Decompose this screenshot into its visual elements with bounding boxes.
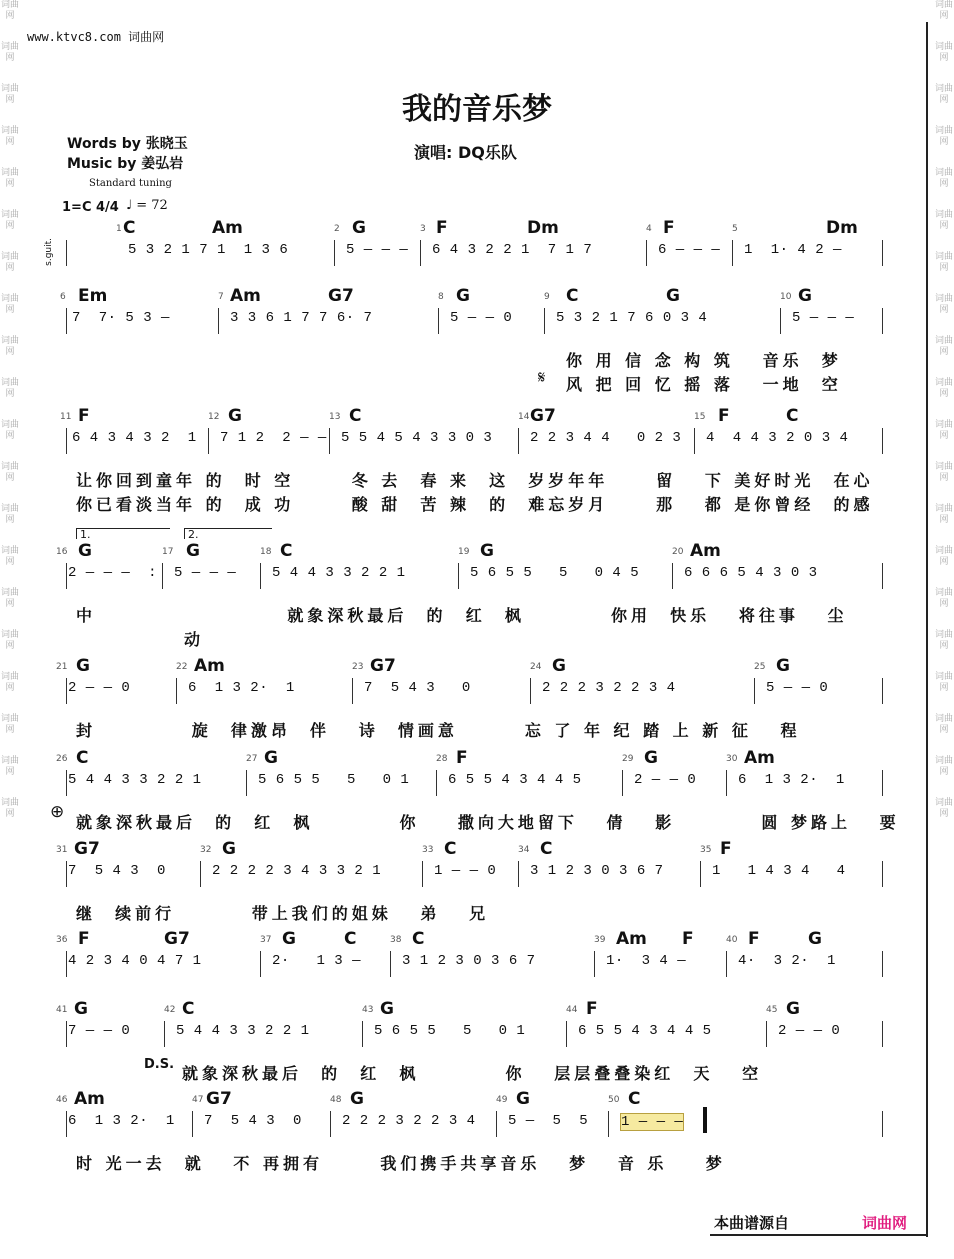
chord-symbol: F [720, 839, 732, 859]
song-title: 我的音乐梦 [402, 92, 552, 127]
jianpu-notes: 6 6 6 5 4 3 0 3 [684, 565, 818, 581]
chord-symbol: G [456, 286, 470, 306]
chord-symbol: C [123, 218, 136, 238]
lyric-line: 你 用 信 念 构 筑 音乐 梦 [566, 351, 842, 370]
chord-symbol: G [186, 541, 200, 561]
jianpu-notes: 1 — — 0 [434, 863, 497, 879]
barline [436, 770, 437, 796]
jianpu-notes: 7 5 4 3 0 [68, 863, 166, 879]
jianpu-notes: 5 6 5 5 5 0 1 [258, 772, 410, 788]
barline [246, 770, 247, 796]
chord-symbol: Am [212, 218, 243, 238]
barline [260, 563, 261, 589]
measure-number: 26 [56, 754, 68, 764]
barline [732, 240, 733, 266]
barline [164, 1021, 165, 1047]
barline [420, 240, 421, 266]
jianpu-notes: 7 1 2 2 — — [220, 430, 327, 446]
lyric-line: 就象深秋最后 的 红 枫 你 层层叠叠染红 天 空 [182, 1064, 763, 1083]
chord-symbol: G [552, 656, 566, 676]
site-url[interactable]: www.ktvc8.com 词曲网 [27, 30, 165, 44]
jianpu-notes: 1· 3 4 — [606, 953, 687, 969]
lyric-line: 你已看淡当年 的 成 功 酸 甜 苦 辣 的 难忘岁月 那 都 是你曾经 的感 [76, 495, 874, 514]
chord-symbol: F [748, 929, 760, 949]
barline [726, 770, 727, 796]
barline [390, 951, 391, 977]
footer-brand[interactable]: 词曲网 [862, 1214, 908, 1232]
barline [530, 678, 531, 704]
barline [66, 308, 67, 334]
key-signature: 1=C 4/4 [62, 200, 119, 215]
chord-symbol: F [78, 929, 90, 949]
watermark-text: 词曲网 [0, 210, 19, 231]
segno-icon: 𝄋 [538, 368, 546, 388]
watermark-text: 词曲网 [0, 42, 19, 63]
chord-symbol: G [808, 929, 822, 949]
measure-number: 39 [594, 935, 606, 945]
jianpu-notes: 6 1 3 2· 1 [68, 1113, 175, 1129]
measure-number: 48 [330, 1095, 342, 1105]
measure-number: 44 [566, 1005, 578, 1015]
barline [882, 951, 883, 977]
score-line [0, 286, 954, 410]
chord-symbol: G [666, 286, 680, 306]
jianpu-notes: 6 4 3 4 3 2 1 [72, 430, 197, 446]
measure-number: 41 [56, 1005, 68, 1015]
lyric-line: 让你回到童年 的 时 空 冬 去 春 来 这 岁岁年年 留 下 美好时光 在心 [76, 471, 874, 490]
jianpu-notes: 5 4 4 3 3 2 2 1 [272, 565, 406, 581]
lyric-line: 就象深秋最后 的 红 枫 你 撒向大地留下 倩 影 圆 梦路上 要 [76, 813, 900, 832]
barline [672, 563, 673, 589]
barline [66, 563, 67, 589]
watermark-text: 词曲网 [934, 126, 953, 147]
jianpu-notes: 4 4 4 3 2 0 3 4 [706, 430, 849, 446]
jianpu-notes: 5 — — 0 [450, 310, 513, 326]
jianpu-notes: 5 5 4 5 4 3 3 0 3 [341, 430, 493, 446]
measure-number: 7 [218, 292, 224, 302]
watermark-text: 词曲网 [934, 0, 953, 21]
lyric-line: 封 旋 律激昂 伴 诗 情画意 忘 了 年 纪 踏 上 新 征 程 [76, 721, 801, 740]
jianpu-notes: 7 5 4 3 0 [204, 1113, 302, 1129]
barline [882, 861, 883, 887]
watermark-text: 词曲网 [934, 798, 953, 819]
score-line [0, 406, 954, 530]
measure-number: 47 [192, 1095, 204, 1105]
measure-number: 38 [390, 935, 402, 945]
chord-symbol: G [644, 748, 658, 768]
chord-symbol: F [663, 218, 675, 238]
barline [780, 308, 781, 334]
chord-symbol: C [412, 929, 425, 949]
watermark-text: 词曲网 [0, 420, 19, 441]
barline [66, 951, 67, 977]
chord-symbol: C [76, 748, 89, 768]
barline [882, 678, 883, 704]
barline [608, 1111, 609, 1137]
jianpu-notes: 2 2 2 2 3 4 3 3 2 1 [212, 863, 382, 879]
measure-number: 19 [458, 547, 470, 557]
barline [544, 308, 545, 334]
barline [362, 1021, 363, 1047]
watermark-text: 词曲网 [0, 588, 19, 609]
chord-symbol: G [282, 929, 296, 949]
chord-symbol: G [228, 406, 242, 426]
jianpu-notes: 3 3 6 1 7 7 6· 7 [230, 310, 373, 326]
barline [66, 770, 67, 796]
jianpu-notes: 2 — — 0 [68, 680, 131, 696]
watermark-text: 词曲网 [934, 756, 953, 777]
measure-number: 17 [162, 547, 174, 557]
barline [726, 951, 727, 977]
barline [66, 1021, 67, 1047]
singer-credit: 演唱: DQ乐队 [414, 143, 517, 162]
watermark-text: 词曲网 [934, 462, 953, 483]
measure-number: 3 [420, 224, 426, 234]
watermark-text: 词曲网 [934, 84, 953, 105]
measure-number: 18 [260, 547, 272, 557]
measure-number: 2 [334, 224, 340, 234]
watermark-text: 词曲网 [934, 336, 953, 357]
jianpu-notes: 5 4 4 3 3 2 2 1 [68, 772, 202, 788]
chord-symbol: G7 [206, 1089, 232, 1109]
jianpu-notes: 5 — — — [346, 242, 409, 258]
measure-number: 50 [608, 1095, 620, 1105]
barline [352, 678, 353, 704]
measure-number: 1 [116, 224, 122, 234]
jianpu-notes: 6 1 3 2· 1 [738, 772, 845, 788]
measure-number: 12 [208, 412, 220, 422]
barline [334, 240, 335, 266]
watermark-text: 词曲网 [0, 756, 19, 777]
final-barline [703, 1107, 707, 1133]
chord-symbol: G [350, 1089, 364, 1109]
measure-number: 40 [726, 935, 738, 945]
chord-symbol: G [516, 1089, 530, 1109]
watermark-text: 词曲网 [0, 630, 19, 651]
chord-symbol: C [786, 406, 799, 426]
jianpu-notes: 4 2 3 4 0 4 7 1 [68, 953, 202, 969]
measure-number: 22 [176, 662, 188, 672]
barline [66, 240, 67, 266]
barline [162, 563, 163, 589]
composer-credit: Music by 姜弘岩 [67, 156, 184, 172]
watermark-text: 词曲网 [0, 252, 19, 273]
jianpu-notes: 2 2 2 3 2 2 3 4 [542, 680, 676, 696]
watermark-text: 词曲网 [934, 252, 953, 273]
watermark-text: 词曲网 [934, 672, 953, 693]
barline [218, 308, 219, 334]
barline [882, 308, 883, 334]
jianpu-notes: 7 — — 0 [68, 1023, 131, 1039]
jianpu-notes: 5 6 5 5 5 0 1 [374, 1023, 526, 1039]
chord-symbol: G [264, 748, 278, 768]
barline [566, 1021, 567, 1047]
lyric-line: 时 光一去 就 不 再拥有 我们携手共享音乐 梦 音 乐 梦 [76, 1154, 726, 1173]
barline [766, 1021, 767, 1047]
chord-symbol: G7 [74, 839, 100, 859]
measure-number: 30 [726, 754, 738, 764]
barline [882, 1111, 883, 1137]
lyric-line: 动 [184, 630, 205, 649]
jianpu-notes: 1 — — — [621, 1114, 684, 1130]
barline [438, 308, 439, 334]
watermark-text: 词曲网 [934, 630, 953, 651]
barline [518, 428, 519, 454]
tuning-label: Standard tuning [89, 178, 172, 189]
measure-number: 36 [56, 935, 68, 945]
chord-symbol: Am [616, 929, 647, 949]
measure-number: 31 [56, 845, 68, 855]
barline [200, 861, 201, 887]
jianpu-notes: 2· 1 3 — [272, 953, 362, 969]
barline [518, 861, 519, 887]
barline [66, 678, 67, 704]
chord-symbol: G7 [164, 929, 190, 949]
chord-symbol: G [786, 999, 800, 1019]
measure-number: 33 [422, 845, 434, 855]
chord-symbol: Am [194, 656, 225, 676]
barline [882, 240, 883, 266]
watermark-text: 词曲网 [934, 504, 953, 525]
chord-symbol: Am [74, 1089, 105, 1109]
jianpu-notes: 5 3 2 1 7 1 1 3 6 [128, 242, 289, 258]
measure-number: 10 [780, 292, 792, 302]
watermark-text: 词曲网 [0, 336, 19, 357]
measure-number: 43 [362, 1005, 374, 1015]
watermark-text: 词曲网 [934, 420, 953, 441]
jianpu-notes: 5 — — — [174, 565, 237, 581]
footer-rule [710, 1234, 926, 1236]
jianpu-notes: 5 3 2 1 7 6 0 3 4 [556, 310, 708, 326]
barline [700, 861, 701, 887]
chord-symbol: F [436, 218, 448, 238]
jianpu-notes: 7 5 4 3 0 [364, 680, 471, 696]
track-label: s.guit. [44, 238, 54, 266]
measure-number: 9 [544, 292, 550, 302]
chord-symbol: F [718, 406, 730, 426]
coda-icon: ⊕ [50, 802, 65, 822]
barline [694, 428, 695, 454]
lyric-line: 继 续前行 带上我们的姐妹 弟 兄 [76, 904, 490, 923]
measure-number: 11 [60, 412, 72, 422]
chord-symbol: F [586, 999, 598, 1019]
measure-number: 25 [754, 662, 766, 672]
measure-number: 46 [56, 1095, 68, 1105]
measure-number: 5 [732, 224, 738, 234]
jianpu-notes: 2 — — — : [68, 565, 158, 581]
measure-number: 4 [646, 224, 652, 234]
chord-symbol: G [380, 999, 394, 1019]
measure-number: 28 [436, 754, 448, 764]
jianpu-notes: 2 — — 0 [634, 772, 697, 788]
footer-source: 本曲谱源自 [714, 1214, 790, 1232]
chord-symbol: G [480, 541, 494, 561]
measure-number: 23 [352, 662, 364, 672]
jianpu-notes: 3 1 2 3 0 3 6 7 [402, 953, 536, 969]
chord-symbol: G [76, 656, 90, 676]
barline [754, 678, 755, 704]
jianpu-notes: 1 1 4 3 4 4 [712, 863, 846, 879]
chord-symbol: G7 [370, 656, 396, 676]
watermark-text: 词曲网 [0, 0, 19, 21]
jianpu-notes: 5 4 4 3 3 2 2 1 [176, 1023, 310, 1039]
barline [422, 861, 423, 887]
measure-number: 32 [200, 845, 212, 855]
jianpu-notes: 6 — — — [658, 242, 721, 258]
measure-number: 42 [164, 1005, 176, 1015]
chord-symbol: G [74, 999, 88, 1019]
measure-number: 29 [622, 754, 634, 764]
chord-symbol: Em [78, 286, 108, 306]
chord-symbol: G [352, 218, 366, 238]
watermark-text: 词曲网 [0, 798, 19, 819]
measure-number: 27 [246, 754, 258, 764]
watermark-text: 词曲网 [934, 378, 953, 399]
volta-second-ending: 2. [184, 528, 272, 539]
chord-symbol: F [78, 406, 90, 426]
watermark-text: 词曲网 [0, 84, 19, 105]
chord-symbol: C [566, 286, 579, 306]
barline [329, 428, 330, 454]
chord-symbol: C [182, 999, 195, 1019]
jianpu-notes: 7 7· 5 3 — [72, 310, 170, 326]
chord-symbol: G [798, 286, 812, 306]
measure-number: 21 [56, 662, 68, 672]
watermark-text: 词曲网 [0, 378, 19, 399]
chord-symbol: G7 [530, 406, 556, 426]
barline [208, 428, 209, 454]
jianpu-notes: 5 — — 0 [766, 680, 829, 696]
jianpu-notes: 4· 3 2· 1 [738, 953, 836, 969]
lyricist-credit: Words by 张晓玉 [67, 136, 188, 152]
watermark-text: 词曲网 [934, 42, 953, 63]
watermark-text: 词曲网 [0, 546, 19, 567]
watermark-text: 词曲网 [0, 714, 19, 735]
barline [882, 770, 883, 796]
jianpu-notes: 1 1· 4 2 — [744, 242, 842, 258]
watermark-text: 词曲网 [934, 588, 953, 609]
chord-symbol: F [456, 748, 468, 768]
chord-symbol: Dm [826, 218, 858, 238]
barline [622, 770, 623, 796]
measure-number: 13 [329, 412, 341, 422]
watermark-text: 词曲网 [934, 546, 953, 567]
barline [882, 428, 883, 454]
watermark-text: 词曲网 [0, 294, 19, 315]
chord-symbol: C [444, 839, 457, 859]
chord-symbol: Am [690, 541, 721, 561]
chord-symbol: G [222, 839, 236, 859]
barline [192, 1111, 193, 1137]
volta-first-ending: 1. [76, 528, 170, 539]
measure-number: 16 [56, 547, 68, 557]
barline [176, 678, 177, 704]
chord-symbol: C [628, 1089, 641, 1109]
chord-symbol: G [78, 541, 92, 561]
jianpu-notes: 6 5 5 4 3 4 4 5 [448, 772, 582, 788]
jianpu-notes: 5 — — — [792, 310, 855, 326]
barline [882, 1021, 883, 1047]
chord-symbol: G [776, 656, 790, 676]
jianpu-notes: 6 4 3 2 2 1 7 1 7 [432, 242, 593, 258]
measure-number: 15 [694, 412, 706, 422]
measure-number: 24 [530, 662, 542, 672]
watermark-text: 词曲网 [0, 462, 19, 483]
jianpu-notes: 6 5 5 4 3 4 4 5 [578, 1023, 712, 1039]
jianpu-notes: 5 6 5 5 5 0 4 5 [470, 565, 640, 581]
barline [496, 1111, 497, 1137]
barline [66, 1111, 67, 1137]
watermark-text: 词曲网 [0, 126, 19, 147]
barline [66, 428, 67, 454]
dal-segno-marking: D.S. [144, 1057, 175, 1072]
score-line [0, 541, 954, 665]
measure-number: 8 [438, 292, 444, 302]
chord-symbol: C [540, 839, 553, 859]
chord-symbol: Am [230, 286, 261, 306]
measure-number: 20 [672, 547, 684, 557]
measure-number: 6 [60, 292, 66, 302]
watermark-text: 词曲网 [934, 714, 953, 735]
jianpu-notes: 2 2 3 4 4 0 2 3 [530, 430, 682, 446]
chord-symbol: G7 [328, 286, 354, 306]
score-line [0, 1089, 954, 1213]
tempo-marking: ♩ = 72 [126, 198, 168, 213]
watermark-text: 词曲网 [934, 168, 953, 189]
measure-number: 14 [518, 412, 530, 422]
chord-symbol: C [280, 541, 293, 561]
jianpu-notes: 5 — 5 5 [508, 1113, 589, 1129]
watermark-text: 词曲网 [934, 294, 953, 315]
measure-number: 45 [766, 1005, 778, 1015]
barline [646, 240, 647, 266]
barline [882, 563, 883, 589]
barline [260, 951, 261, 977]
jianpu-notes: 6 1 3 2· 1 [188, 680, 295, 696]
barline [458, 563, 459, 589]
chord-symbol: C [349, 406, 362, 426]
barline [330, 1111, 331, 1137]
lyric-line: 风 把 回 忆 摇 落 一地 空 [566, 375, 842, 394]
barline [594, 951, 595, 977]
barline [66, 861, 67, 887]
measure-number: 37 [260, 935, 272, 945]
chord-symbol: Am [744, 748, 775, 768]
measure-number: 49 [496, 1095, 508, 1105]
jianpu-notes: 2 2 2 3 2 2 3 4 [342, 1113, 476, 1129]
watermark-text: 词曲网 [0, 672, 19, 693]
jianpu-notes: 3 1 2 3 0 3 6 7 [530, 863, 664, 879]
watermark-text: 词曲网 [0, 504, 19, 525]
measure-number: 34 [518, 845, 530, 855]
watermark-text: 词曲网 [934, 210, 953, 231]
measure-number: 35 [700, 845, 712, 855]
chord-symbol: F [682, 929, 694, 949]
lyric-line: 中 就象深秋最后 的 红 枫 你用 快乐 将往事 尘 [76, 606, 848, 625]
chord-symbol: C [344, 929, 357, 949]
watermark-text: 词曲网 [0, 168, 19, 189]
chord-symbol: Dm [527, 218, 559, 238]
jianpu-notes: 2 — — 0 [778, 1023, 841, 1039]
